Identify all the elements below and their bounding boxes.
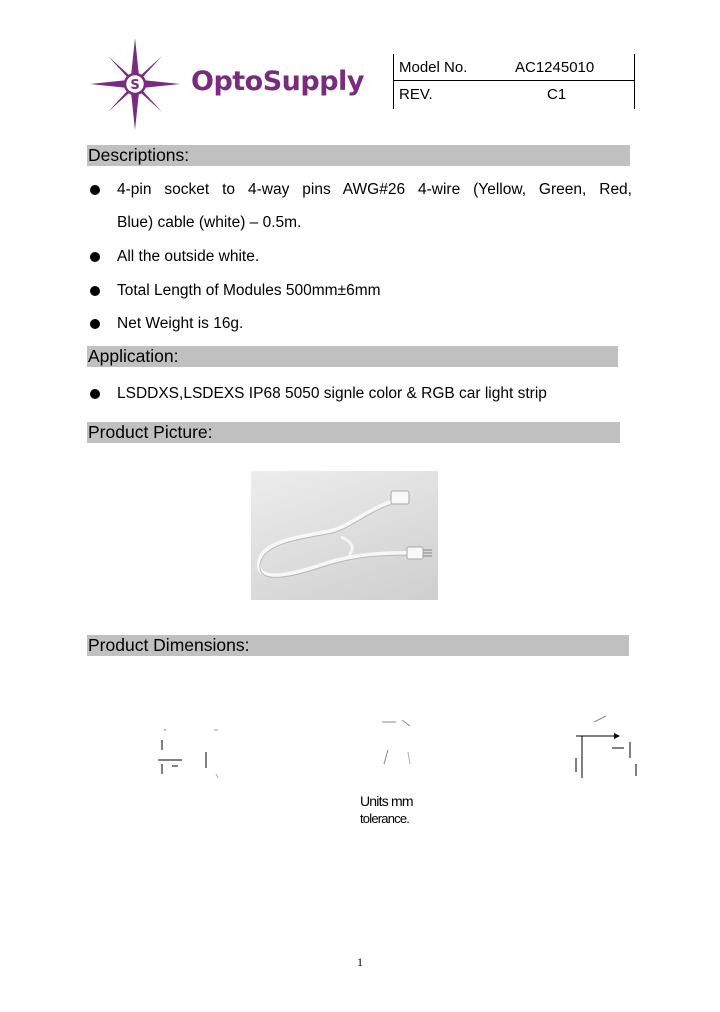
cable-image [251,471,438,600]
bullet-icon [90,252,100,262]
model-label: Model No. [399,59,468,76]
units-note: Units mm [360,793,413,809]
application-item: LSDDXS,LSDEXS IP68 5050 signle color & RGB car light strip [117,385,547,402]
bullet-icon [90,319,100,329]
bullet-icon [90,286,100,296]
bullet-icon [90,389,100,399]
model-row [394,54,634,81]
tolerance-note: tolerance. [360,811,410,826]
rev-row [394,81,634,108]
brand-name: OptoSupply [191,66,364,97]
description-item-3 [117,282,381,300]
dimension-drawing-right [572,714,644,784]
model-value: AC1245010 [515,59,595,76]
description-item-2: All the outside white. [117,248,260,265]
picture-heading: Product Picture: [87,422,620,443]
tolerance-value: 6mm [346,282,381,299]
length-text: Total Length of Modules 500mm [117,282,338,299]
product-photo [251,471,438,600]
dimension-drawing-middle [380,716,420,776]
dimensions-heading: Product Dimensions: [87,635,629,656]
model-info-table [393,54,635,109]
application-heading: Application: [87,346,618,367]
descriptions-heading: Descriptions: [87,145,630,166]
bullet-icon [90,185,100,195]
logo-letter: S [130,78,140,93]
page-number: 1 [357,955,363,969]
rev-value: C1 [547,86,567,103]
company-logo [88,36,364,132]
description-item-1-cont: Blue) cable (white) – 0.5m. [117,214,302,231]
rev-label: REV. [399,86,433,103]
description-item-4: Net Weight is 16g. [117,315,244,332]
dimension-drawing-left [148,722,228,782]
tolerance-symbol: ± [337,282,347,299]
description-item-1: 4-pin socket to 4-way pins AWG#26 4-wire (Yellow, Green, Red, [117,181,632,198]
